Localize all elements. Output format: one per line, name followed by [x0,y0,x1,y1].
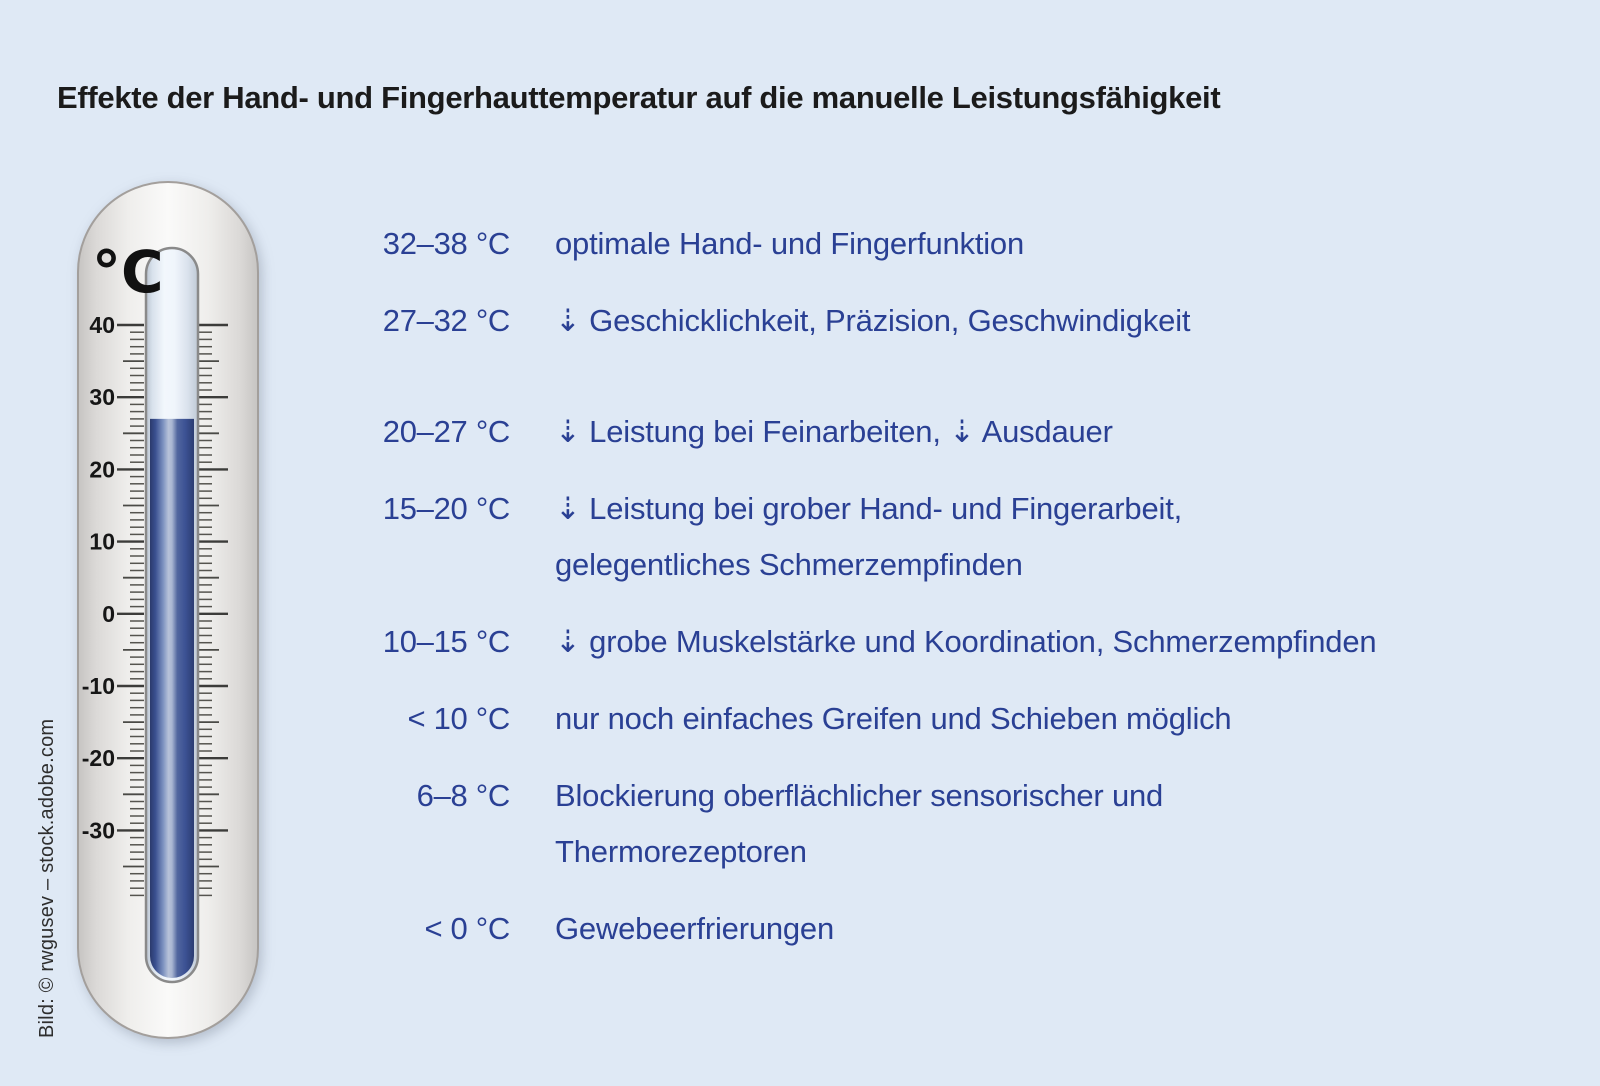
thermometer-liquid [150,419,194,978]
page-title: Effekte der Hand- und Fingerhauttemperatur auf die manuelle Leistungsfähigkeit [57,80,1221,115]
temp-range: 10–15 °C [382,624,510,659]
image-credit: Bild: © rwgusev – stock.adobe.com [36,718,58,1038]
effect-description: ⇣ Leistung bei Feinarbeiten, ⇣ Ausdauer [555,414,1113,449]
list-item [340,691,1570,747]
list-item [340,293,1570,349]
list-item [340,481,1570,593]
effect-description: Blockierung oberflächlicher sensorischer und Thermorezeptoren [555,778,1164,869]
temp-range: < 10 °C [407,701,510,736]
temperature-effects-list [340,216,1570,978]
svg-text:20: 20 [89,456,115,483]
effect-description: optimale Hand- und Fingerfunktion [555,226,1025,261]
temp-range: 15–20 °C [382,491,510,526]
effect-description: Gewebeerfrierungen [555,911,835,946]
svg-text:-10: -10 [81,673,115,699]
temp-range: 20–27 °C [382,414,510,449]
list-item [340,768,1570,880]
list-item [340,901,1570,957]
thermometer-illustration [60,170,280,1050]
temp-range: 32–38 °C [382,226,510,261]
list-item [340,216,1570,272]
svg-text:40: 40 [89,312,115,338]
svg-text:30: 30 [89,384,115,411]
svg-text:10: 10 [89,528,115,555]
effect-description: ⇣ grobe Muskelstärke und Koordination, Schmerzempfinden [555,624,1377,659]
effect-description: nur noch einfaches Greifen und Schieben möglich [555,701,1232,736]
svg-text:0: 0 [102,600,115,627]
svg-text:-20: -20 [81,745,115,772]
list-item [340,614,1570,670]
svg-text:-30: -30 [81,817,115,844]
temp-range: 27–32 °C [382,303,510,338]
temp-range: < 0 °C [424,911,510,946]
celsius-unit-label: °C [92,238,164,306]
list-item [340,404,1570,460]
effect-description: ⇣ Leistung bei grober Hand- und Fingerarbeit, gelegentliches Schmerzempfinden [555,491,1183,582]
effect-description: ⇣ Geschicklichkeit, Präzision, Geschwindigkeit [555,303,1191,338]
temp-range: 6–8 °C [416,778,510,813]
